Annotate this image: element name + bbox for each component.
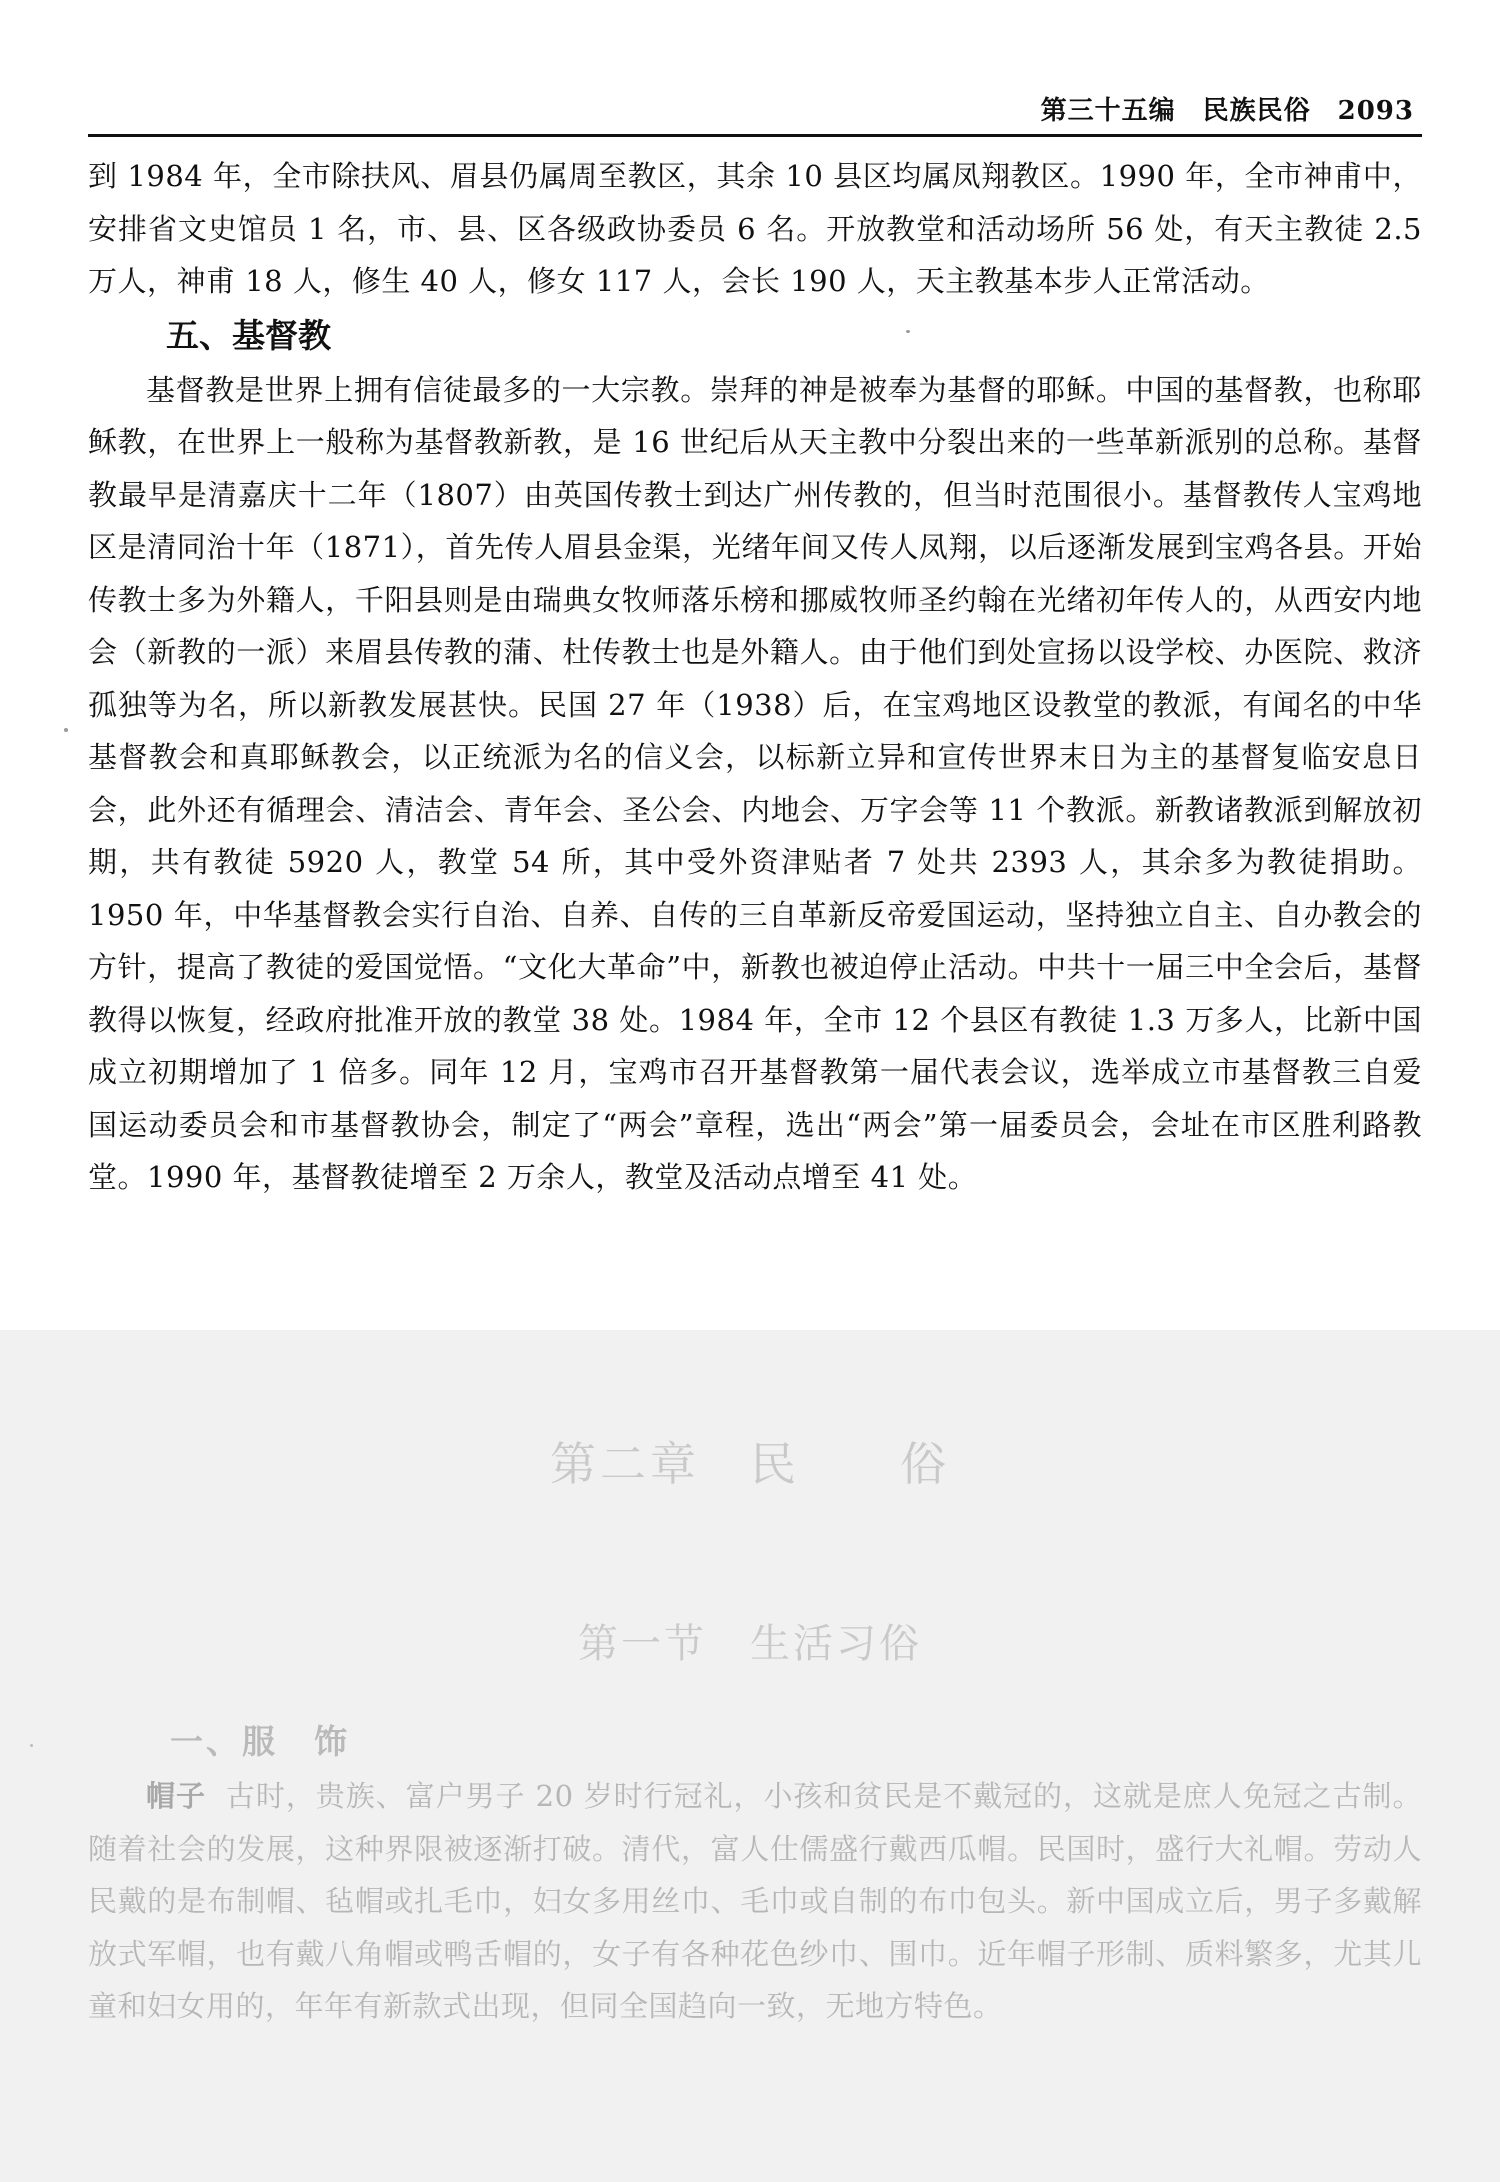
scan-speck xyxy=(30,1744,33,1747)
clothing-subheading: 一、服 饰 xyxy=(170,1722,350,1761)
christianity-paragraph: 基督教是世界上拥有信徒最多的一大宗教。崇拜的神是被奉为基督的耶稣。中国的基督教，也称耶稣教，在世界上一般称为基督教新教，是 16 世纪后从天主教中分裂出来的一些革新派别的总称。基督教最早是清嘉庆十二年（1807）由英国传教士到达广州传教的，但当时范围很小。基督教传人宝鸡地区是清同治十年（1871），首先传人眉县金渠，光绪年间又传人凤翔，以后逐渐发展到宝鸡各县。开始传教士多为外籍人，千阳县则是由瑞典女牧师落乐榜和挪威牧师圣约翰在光绪初年传人的，从西安内地会（新教的一派）来眉县传教的蒲、杜传教士也是外籍人。由于他们到处宣扬以设学校、办医院、救济孤独等为名，所以新教发展甚快。民国 27 年（1938）后，在宝鸡地区设教堂的教派，有闻名的中华基督教会和真耶稣教会，以正统派为名的信义会，以标新立异和宣传世界末日为主的基督复临安息日会，此外还有循理会、清洁会、青年会、圣公会、内地会、万字会等 11 个教派。新教诸教派到解放初期，共有教徒 5920 人，教堂 54 所，其中受外资津贴者 7 处共 2393 人，其余多为教徒捐助。1950 年，中华基督教会实行自治、自养、自传的三自革新反帝爱国运动，坚持独立自主、自办教会的方针，提高了教徒的爱国觉悟。“文化大革命”中，新教也被迫停止活动。中共十一届三中全会后，基督教得以恢复，经政府批准开放的教堂 38 处。1984 年，全市 12 个县区有教徒 1.3 万多人，比新中国成立初期增加了 1 倍多。同年 12 月，宝鸡市召开基督教第一届代表会议，选举成立市基督教三自爱国运动委员会和市基督教协会，制定了“两会”章程，选出“两会”第一届委员会，会址在市区胜利路教堂。1990 年，基督教徒增至 2 万余人，教堂及活动点增至 41 处。 xyxy=(88,372,1422,1194)
hats-paragraph xyxy=(88,1770,1422,2033)
running-title: 第三十五编 民族民俗 2093 xyxy=(1040,96,1414,126)
hats-term: 帽子 xyxy=(146,1779,206,1813)
intro-paragraph: 到 1984 年，全市除扶风、眉县仍属周至教区，其余 10 县区均属凤翔教区。1990 年，全市神甫中，安排省文史馆员 1 名，市、县、区各级政协委员 6 名。开放教堂和活动场所 56 处，有天主教徒 2.5 万人，神甫 18 人，修生 40 人，修女 117 人，会长 190 人，天主教基本步人正常活动。 xyxy=(88,159,1422,298)
christianity-heading: 五、基督教 xyxy=(166,315,331,355)
top-text-block xyxy=(88,150,1422,1204)
section-title: 第一节 生活习俗 xyxy=(578,1621,922,1667)
faded-text-block xyxy=(88,1770,1422,2033)
hats-text: 古时，贵族、富户男子 20 岁时行冠礼，小孩和贫民是不戴冠的，这就是庶人免冠之古制。随着社会的发展，这种界限被逐渐打破。清代，富人仕儒盛行戴西瓜帽。民国时，盛行大礼帽。劳动人民戴的是布制帽、毡帽或扎毛巾，妇女多用丝巾、毛巾或自制的布巾包头。新中国成立后，男子多戴解放式军帽，也有戴八角帽或鸭舌帽的，女子有各种花色纱巾、围巾。近年帽子形制、质料繁多，尤其儿童和妇女用的，年年有新款式出现，但同全国趋向一致，无地方特色。 xyxy=(88,1779,1422,2023)
scan-speck xyxy=(906,330,910,333)
chapter-title: 第二章 民 俗 xyxy=(550,1437,950,1491)
scan-speck xyxy=(64,728,68,732)
running-header xyxy=(88,84,1422,137)
